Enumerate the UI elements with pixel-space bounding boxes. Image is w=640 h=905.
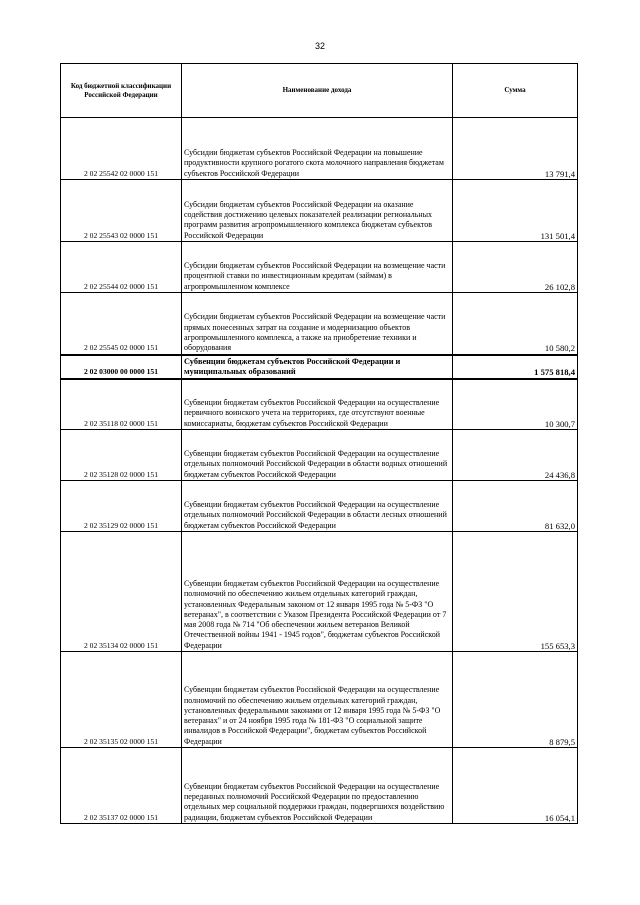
row-name: Субсидии бюджетам субъектов Российской Федерации на повышение продуктивности крупного рогатого скота молочного направления бюджетам субъектов Российской Федерации	[182, 118, 453, 180]
table-row	[61, 532, 578, 652]
row-code: 2 02 35129 02 0000 151	[61, 481, 182, 532]
table-row	[61, 379, 578, 430]
table-row	[61, 293, 578, 355]
row-name: Субсидии бюджетам субъектов Российской Федерации на возмещение части процентной ставки по инвестиционным кредитам (займам) в агропромышленном комплексе	[182, 242, 453, 293]
header-sum: Сумма	[453, 64, 578, 118]
row-sum: 10 580,2	[453, 293, 578, 355]
table-row	[61, 180, 578, 242]
row-code: 2 02 25543 02 0000 151	[61, 180, 182, 242]
table-body	[61, 118, 578, 824]
row-name: Субвенции бюджетам субъектов Российской Федерации на осуществление отдельных полномочий Российской Федерации в области водных отношений бюджетам субъектов Российской Федерации	[182, 430, 453, 481]
row-name: Субвенции бюджетам субъектов Российской Федерации на осуществление переданных полномочий Российской Федерации по предоставлению отдельных мер социальной поддержки граждан, подвергшихся воздействию радиации, бюджетам субъектов Российской Федерации	[182, 748, 453, 824]
row-sum: 1 575 818,4	[453, 355, 578, 379]
row-name: Субсидии бюджетам субъектов Российской Федерации на оказание содействия достижению целевых показателей реализации региональных программ развития агропромышленного комплекса бюджетам субъектов Российской Федерации	[182, 180, 453, 242]
row-sum: 131 501,4	[453, 180, 578, 242]
header-code: Код бюджетной классификации Российской Федерации	[61, 64, 182, 118]
row-sum: 155 653,3	[453, 532, 578, 652]
row-code: 2 02 35137 02 0000 151	[61, 748, 182, 824]
row-sum: 24 436,8	[453, 430, 578, 481]
row-code: 2 02 35128 02 0000 151	[61, 430, 182, 481]
row-name: Субсидии бюджетам субъектов Российской Федерации на возмещение части прямых понесенных затрат на создание и модернизацию объектов агропромышленного комплекса, а также на приобретение техники и оборудования	[182, 293, 453, 355]
row-sum: 81 632,0	[453, 481, 578, 532]
row-sum: 10 300,7	[453, 379, 578, 430]
table-row	[61, 481, 578, 532]
row-code: 2 02 35135 02 0000 151	[61, 652, 182, 748]
row-code: 2 02 25545 02 0000 151	[61, 293, 182, 355]
table-row-subtotal	[61, 355, 578, 379]
table-row	[61, 118, 578, 180]
row-code: 2 02 03000 00 0000 151	[61, 355, 182, 379]
row-name: Субвенции бюджетам субъектов Российской Федерации и муниципальных образований	[182, 355, 453, 379]
row-name: Субвенции бюджетам субъектов Российской Федерации на осуществление полномочий по обеспечению жильем отдельных категорий граждан, установленных Федеральным законом от 12 января 1995 года № 5-ФЗ "О ветеранах", в соответствии с Указом Президента Российской Федерации от 7 мая 2008 года № 714 "Об обеспечении жильем ветеранов Великой Отечественной войны 1941 - 1945 годов", бюджетам субъектов Российской Федерации	[182, 532, 453, 652]
table-row	[61, 652, 578, 748]
table-row	[61, 430, 578, 481]
row-name: Субвенции бюджетам субъектов Российской Федерации на осуществление первичного воинского учета на территориях, где отсутствуют военные комиссариаты, бюджетам субъектов Российской Федерации	[182, 379, 453, 430]
row-sum: 8 879,5	[453, 652, 578, 748]
row-sum: 26 102,8	[453, 242, 578, 293]
row-code: 2 02 25542 02 0000 151	[61, 118, 182, 180]
budget-revenue-table	[60, 63, 578, 824]
row-code: 2 02 35118 02 0000 151	[61, 379, 182, 430]
row-sum: 13 791,4	[453, 118, 578, 180]
row-code: 2 02 35134 02 0000 151	[61, 532, 182, 652]
table-row	[61, 242, 578, 293]
page-number: 32	[314, 41, 325, 51]
row-name: Субвенции бюджетам субъектов Российской Федерации на осуществление полномочий по обеспечению жильем отдельных категорий граждан, установленных федеральными законами от 12 января 1995 года № 5-ФЗ "О ветеранах" и от 24 ноября 1995 года № 181-ФЗ "О социальной защите инвалидов в Российской Федерации", бюджетам субъектов Российской Федерации	[182, 652, 453, 748]
header-name: Наименование дохода	[182, 64, 453, 118]
table-row	[61, 748, 578, 824]
row-name: Субвенции бюджетам субъектов Российской Федерации на осуществление отдельных полномочий Российской Федерации в области лесных отношений бюджетам субъектов Российской Федерации	[182, 481, 453, 532]
row-sum: 16 054,1	[453, 748, 578, 824]
table-header-row	[61, 64, 578, 118]
row-code: 2 02 25544 02 0000 151	[61, 242, 182, 293]
